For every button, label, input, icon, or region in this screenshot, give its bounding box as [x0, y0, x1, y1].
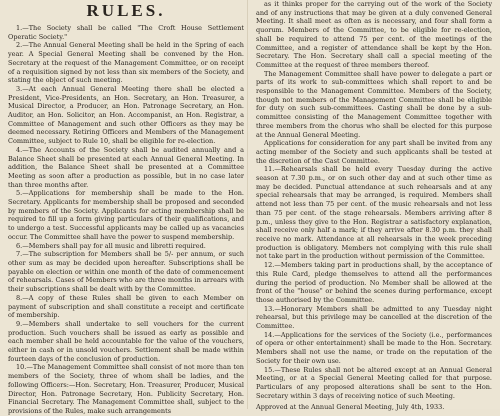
rule-5: 5.—Applications for membership shall be made to the Hon. Secretary. Applicants for membership shall be proposed and seconded by members of the Society. Applicants for acting membership shall be required to fill up a form giving particulars of their qualifications, and to undergo a test. Successful applicants may be called up as vacancies occur. The Committee shall have the power to suspend membership.: [8, 189, 244, 241]
rule-10: 10.—The Management Committee shall consist of not more than ten members of the Society, three of whom shall be ladies, and the following Officers:—Hon. Secretary, Hon. Treasurer, Producer, Musical Director, Hon. Patronage Secretary, Hon. Publicity Secretary, Hon. Financial Secretary. The Management Committee shall, subject to the provisions of the Rules, make such arrangements: [8, 363, 244, 415]
right-column: [256, 0, 492, 412]
rule-2: 2.—The Annual General Meeting shall be held in the Spring of each year. A Special General Meeting shall be convened by the Hon. Secretary at the request of the Management Committee, or on receipt of a requisition signed by not less than six members of the Society, and stating the object of such meeting.: [8, 41, 244, 85]
left-column: [8, 0, 244, 416]
rule-8: 8.—A copy of these Rules shall be given to each Member on payment of subscription and shall constitute a receipt and certificate of membership.: [8, 293, 244, 320]
rule-10-subcommittees: The Management Committee shall have power to delegate a part or parts of its work to sub-committees which shall report to and be responsible to the Management Committee. Members of the Society, though not members of the Management Committee shall be eligible for duty on such sub-committees. Casting shall be done by a sub-committee consisting of the Management Committee together with three members from the chorus who shall be elected for this purpose at the Annual General Meeting.: [256, 69, 492, 139]
page-title: RULES.: [86, 1, 166, 20]
rule-10-continued: as it thinks proper for the carrying out of the work of the Society and of any instructions that may be given at a duly convened General Meeting. It shall meet as often as is necessary, and four shall form a quorum. Members of the Committee, to be eligible for re-election, shall be required to attend 75 per cent. of the meetings of the Committee, and a register of attendance shall be kept by the Hon. Secretary. The Hon. Secretary shall call a special meeting of the Committee at the request of three members thereof.: [256, 0, 492, 69]
rule-14: 14.—Applications for the services of the Society (i.e., performances of opera or other entertainment) shall be made to the Hon. Secretary. Members shall not use the name, or trade on the reputation of the Society for their own use.: [256, 330, 492, 365]
rule-15: 15.—These Rules shall not be altered except at an Annual General Meeting, or at a Special General Meeting called for that purpose. Particulars of any proposed alterations shall be sent to the Hon. Secretary within 3 days of receiving notice of such Meeting.: [256, 365, 492, 400]
rule-4: 4.—The Accounts of the Society shall be audited annually and a Balance Sheet shall be presented at each Annual General Meeting. In addition, the Balance Sheet shall be presented at a Committee Meeting as soon after a production as possible, but in no case later than three months after.: [8, 145, 244, 189]
fold-line: [247, 0, 248, 409]
rule-7: 7.—The subscription for Members shall be 5/- per annum, or such other sum as may be decided upon hereafter. Subscriptions shall be payable on election or within one month of the date of commencement of rehearsals. Cases of Members who are three months in arrears with their subscriptions shall be dealt with by the Committee.: [8, 250, 244, 294]
rule-6: 6.—Members shall pay for all music and libretti required.: [16, 241, 206, 250]
rule-9: 9.—Members shall undertake to sell vouchers for the current production. Such vouchers shall be issued as early as possible and each member shall be held accountable for the value of the vouchers, either in cash or in unsold vouchers. Settlement shall be made within fourteen days of the conclusion of production.: [8, 319, 244, 363]
rule-1: 1.—The Society shall be called "The Croft House Settlement Operatic Society.": [8, 24, 244, 41]
rule-11: 11.—Rehearsals shall be held every Tuesday during the active season at 7.30 p.m., or on such other day and at such other time as may be decided. Punctual attendance at such rehearsals and at any special rehearsals that may be arranged, is required. Members shall attend not less than 75 per cent. of the music rehearsals and not less than 75 per cent. of the stage rehearsals. Members arriving after 8 p.m., unless they give to the Hon. Registrar a satisfactory explanation, shall receive only half a mark; if they arrive after 8.30 p.m. they shall receive no mark. Attendance at all rehearsals in the week preceding production is obligatory. Members not complying with this rule shall not take part in the production without permission of the Committee.: [256, 165, 492, 261]
rule-12: 12.—Members taking part in productions shall, by the acceptance of this Rule Card, pledge themselves to attend all the performances during the period of production. No Member shall be allowed at the front of the "house" or behind the scenes during performance, except those authorised by the Committee.: [256, 261, 492, 304]
rule-13: 13.—Honorary Members shall be admitted to any Tuesday night rehearsal, but this privilege may be cancelled at the discretion of the Committee.: [256, 304, 492, 331]
rule-10-applications: Applications for consideration for any part shall be invited from any acting member of the Society and such applicants shall be tested at the discretion of the Cast Committee.: [256, 139, 492, 165]
approval-note: Approved at the Annual General Meeting, July 4th, 1933.: [256, 403, 445, 412]
rule-3: 3.—At each Annual General Meeting there shall be elected a President, Vice-Presidents, an Hon. Secretary, an Hon. Treasurer, a Musical Director, a Producer, an Hon. Patronage Secretary, an Hon. Auditor, an Hon. Solicitor, an Hon. Accompanist, an Hon. Registrar, a Committee of Management and such other Officers as they may be deemed necessary. Retiring Officers and Members of the Management Committee, subject to Rule 10, shall be eligible for re-election.: [8, 84, 244, 146]
